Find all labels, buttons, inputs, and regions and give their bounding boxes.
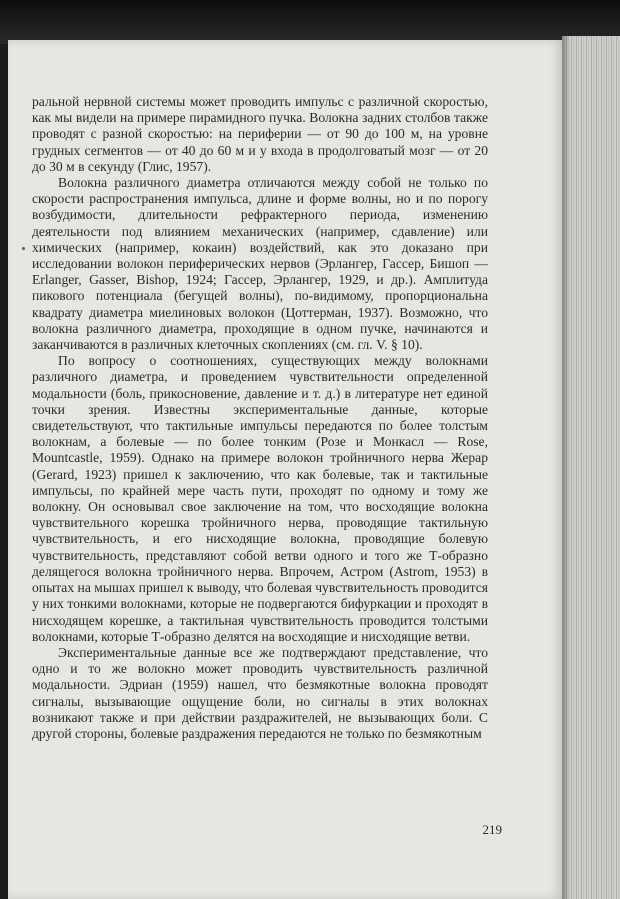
page-number: 219 <box>482 822 502 837</box>
paragraph-continuation: ральной нервной системы может проводить импульс с различной скоростью, как мы видели на примере пирамидного пучка. Волокна задних столбов также проводят с разной скоростью: на периферии — от 90 до 100 м, на уровне грудных сегментов — от 40 до 60 м и у входа в продолговатый мозг — от 20 до 30 м в секунду (Глис, 1957). <box>32 94 488 174</box>
scanner-background <box>0 0 620 44</box>
paragraph: По вопросу о соотношениях, существующих между волокнами различного диаметра, и проведением чувствительности определенной модальности (боль, прикосновение, давление и т. д.) в литературе нет единой точки зрения. Известны экспериментальные данные, которые свидетельствуют, что тактильные импульсы передаются по более толстым волокнам, а болевые — по более тонким (Розе и Монкасл — Rose, Mountcastle, 1959). Однако на примере волокон тройничного нерва Жерар (Gerard, 1923) пришел к заключению, что как болевые, так и тактильные импульсы, по крайней мере часть пути, проходят по одному и тому же волокну. Он основывал свое заключение на том, что восходящие волокна чувствительного корешка тройничного нерва, проводящие тактильную чувствительность, и его нисходящие волокна, проводящие болевую чувствительность, представляют собой ветви одного и того же Т-образно делящегося волокна тройничного нерва. Впрочем, Астром (Astrom, 1953) в опытах на мышах пришел к выводу, что болевая чувствительность проводится у них тонкими волокнами, которые не подвергаются бифуркации и проходят в нисходящем корешке, а тактильная чувствительность проводится толстыми волокнами, которые Т-образно делятся на восходящие и нисходящие ветви. <box>32 353 488 644</box>
page-edges <box>562 36 620 899</box>
page-gutter-shadow <box>562 36 570 899</box>
paragraph: Волокна различного диаметра отличаются между собой не только по скорости распространения импульса, длине и форме волны, но и по порогу возбудимости, длительности рефрактерного периода, изменению деятельности под влиянием механических (например, сдавление) или химических (например, кокаин) воздействий, как это доказано при исследовании волокон периферических нервов (Эрлангер, Гассер, Бишоп — Erlanger, Gasser, Bishop, 1924; Гассер, Эрлангер, 1929, и др.). Амплитуда пикового потенциала (бегущей волны), по-видимому, пропорциональна квадрату диаметра миелиновых волокон (Цоттерман, 1937). Возможно, что волокна различного диаметра, проходящие в одном пучке, начинаются и заканчиваются в различных клеточных скоплениях (см. гл. V. § 10). <box>32 175 488 353</box>
body-text <box>32 94 488 742</box>
margin-mark <box>22 247 25 250</box>
paragraph: Экспериментальные данные все же подтверждают представление, что одно и то же волокно может проводить чувствительность различной модальности. Эдриан (1959) нашел, что безмякотные волокна проводят сигналы, вызывающие ощущение боли, но сигналы в этих волокнах возникают также и при действии раздражителей, не вызывающих боли. С другой стороны, болевые раздражения передаются не только по безмякотным <box>32 644 488 741</box>
